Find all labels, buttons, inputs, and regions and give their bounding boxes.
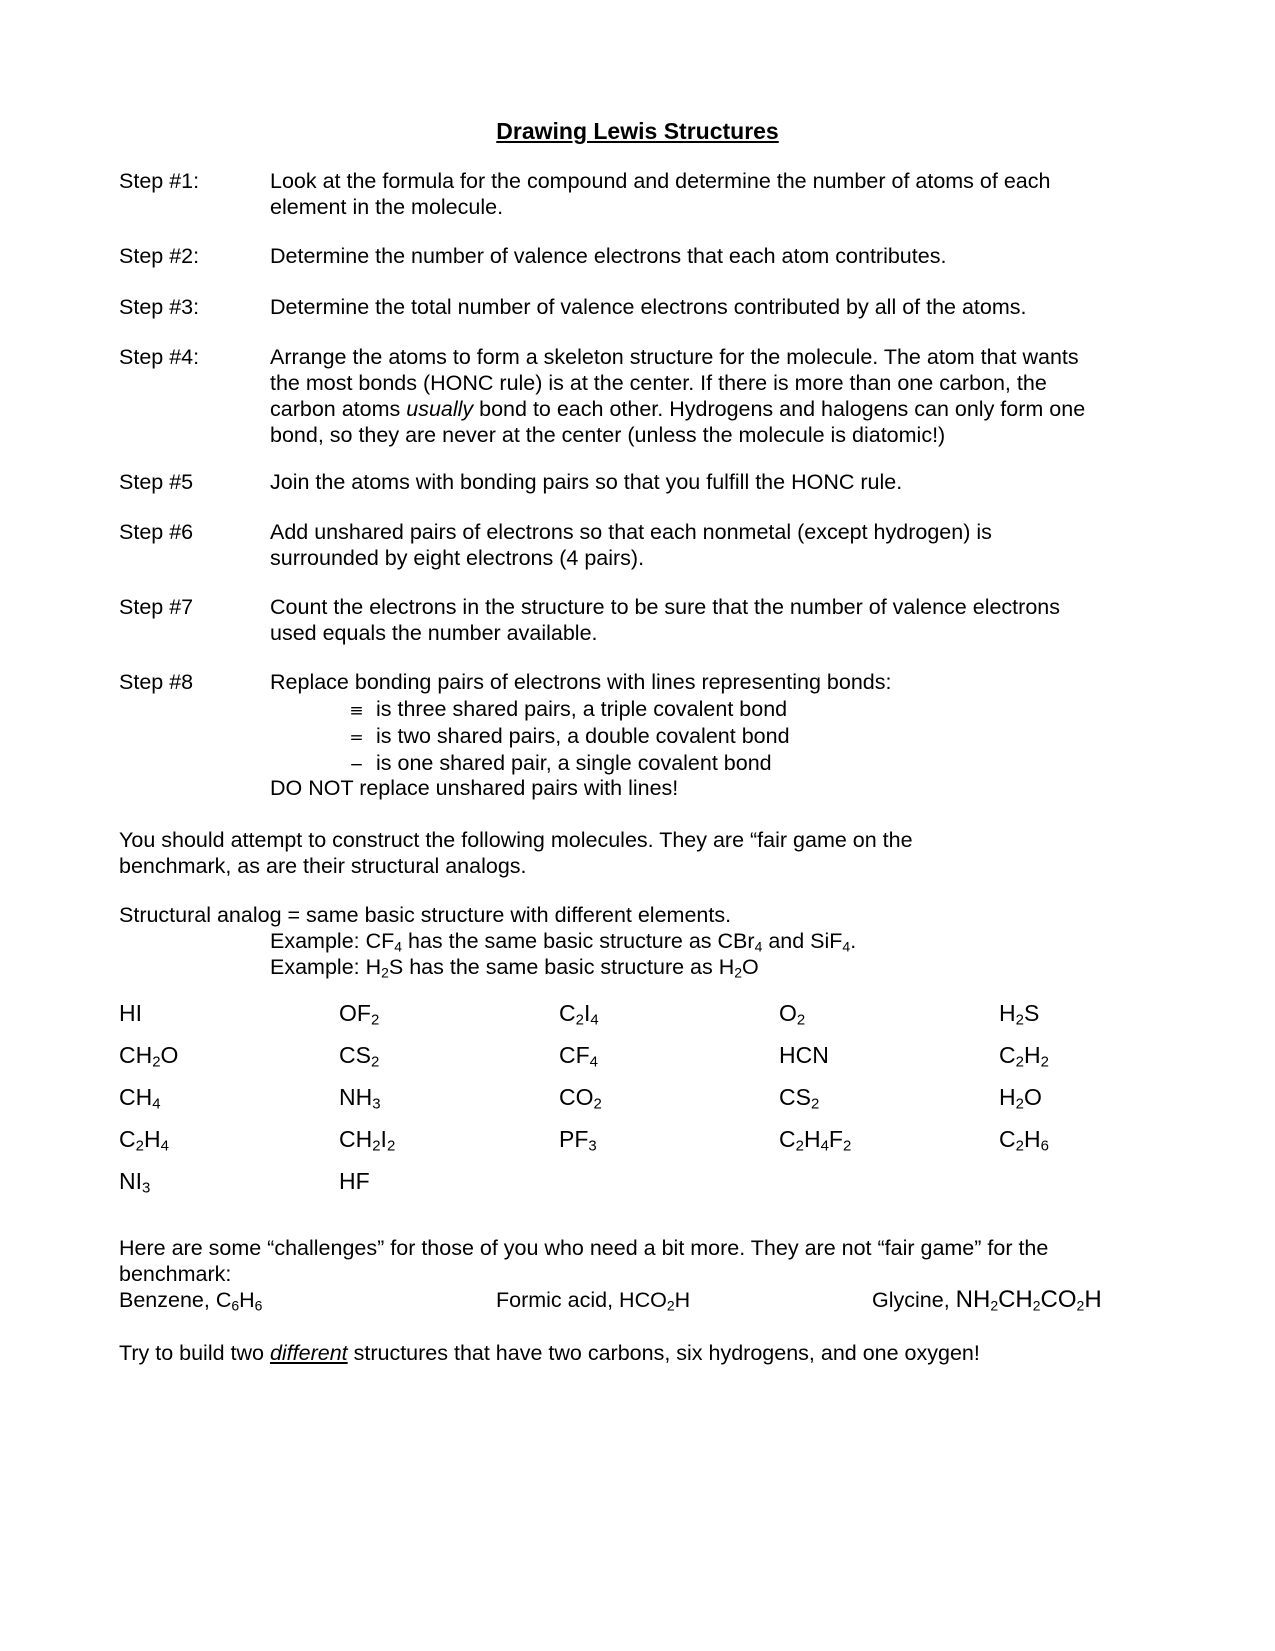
step-6-text: Add unshared pairs of electrons so that each nonmetal (except hydrogen) is surrounded by eight electrons (4 pairs).	[270, 520, 992, 570]
final-instruction: Try to build two different structures that have two carbons, six hydrogens, and one oxygen!	[119, 1341, 980, 1365]
step-4-label: Step #4:	[119, 345, 200, 369]
molecule-item: $C_2I_4$	[559, 1000, 599, 1029]
challenge-formic-acid: Formic acid, $HCO_2H$	[496, 1288, 691, 1314]
step-5-text: Join the atoms with bonding pairs so that you fulfill the HONC rule.	[270, 470, 903, 494]
step-8-label: Step #8	[119, 670, 194, 694]
molecule-item: HF	[339, 1168, 370, 1194]
step-8-text: Replace bonding pairs of electrons with lines representing bonds:	[270, 670, 892, 694]
molecule-item: $H_2S$	[999, 1000, 1040, 1029]
example-2: Example: $H_2S$ has the same basic structure as $H_2O$	[270, 955, 759, 981]
molecule-item: $H_2O$	[999, 1084, 1042, 1113]
intro-paragraph: You should attempt to construct the following molecules. They are “fair game on the benchmark, as are their structural analogs.	[119, 828, 913, 878]
challenge-intro: Here are some “challenges” for those of you who need a bit more. They are not “fair game” for the benchmark:	[119, 1236, 1049, 1286]
molecule-item: HCN	[779, 1042, 829, 1068]
challenge-benzene: Benzene, $C_6H_6$	[119, 1288, 263, 1314]
step-4-text: Arrange the atoms to form a skeleton structure for the molecule. The atom that wants the most bonds (HONC rule) is at the center. If there is more than one carbon, the carbon atoms usually bond to each other. Hydrogens and halogens can only form one bond, so they are never at the center (unless the molecule is diatomic!)	[270, 345, 1086, 447]
molecule-item: $CH_2O$	[119, 1042, 179, 1071]
bond-double: = is two shared pairs, a double covalent bond	[349, 724, 790, 748]
molecule-item: $OF_2$	[339, 1000, 380, 1029]
analog-definition: Structural analog = same basic structure with different elements.	[119, 903, 732, 927]
step-2-text: Determine the number of valence electrons that each atom contributes.	[270, 244, 947, 268]
bond-single: − is one shared pair, a single covalent bond	[349, 751, 772, 775]
molecule-item: $CH_4$	[119, 1084, 161, 1113]
example-1: Example: $CF_4$ has the same basic structure as CBr$_4$ and SiF$_4$.	[270, 929, 857, 955]
step-2-label: Step #2:	[119, 244, 200, 268]
challenge-glycine: Glycine, $NH_2CH_2CO_2H$	[872, 1286, 1102, 1314]
step-5-label: Step #5	[119, 470, 194, 494]
step-3-label: Step #3:	[119, 295, 200, 319]
molecule-item: $CO_2$	[559, 1084, 602, 1113]
molecule-item: $CF_4$	[559, 1042, 598, 1071]
bond-triple: ≡ is three shared pairs, a triple covalent bond	[349, 697, 788, 721]
molecule-item: $NH_3$	[339, 1084, 381, 1113]
step-7-label: Step #7	[119, 595, 194, 619]
molecule-item: $CH_2I_2$	[339, 1126, 396, 1155]
molecule-item: $C_2H_4$	[119, 1126, 169, 1155]
step-3-text: Determine the total number of valence electrons contributed by all of the atoms.	[270, 295, 1027, 319]
molecule-item: $C_2H_4F_2$	[779, 1126, 852, 1155]
step-8-note: DO NOT replace unshared pairs with lines!	[270, 776, 679, 800]
molecule-item: $C_2H_2$	[999, 1042, 1049, 1071]
molecule-item: $C_2H_6$	[999, 1126, 1049, 1155]
step-1-text: Look at the formula for the compound and determine the number of atoms of each element in the molecule.	[270, 169, 1051, 219]
molecule-item: $O_2$	[779, 1000, 806, 1029]
page-title: Drawing Lewis Structures	[496, 118, 779, 144]
step-1-label: Step #1:	[119, 169, 200, 193]
molecule-item: $CS_2$	[779, 1084, 820, 1113]
molecule-item: HI	[119, 1000, 142, 1026]
step-7-text: Count the electrons in the structure to be sure that the number of valence electrons used equals the number available.	[270, 595, 1060, 645]
molecule-item: $CS_2$	[339, 1042, 380, 1071]
molecule-item: $PF_3$	[559, 1126, 597, 1155]
step-6-label: Step #6	[119, 520, 194, 544]
molecule-item: $NI_3$	[119, 1168, 151, 1197]
